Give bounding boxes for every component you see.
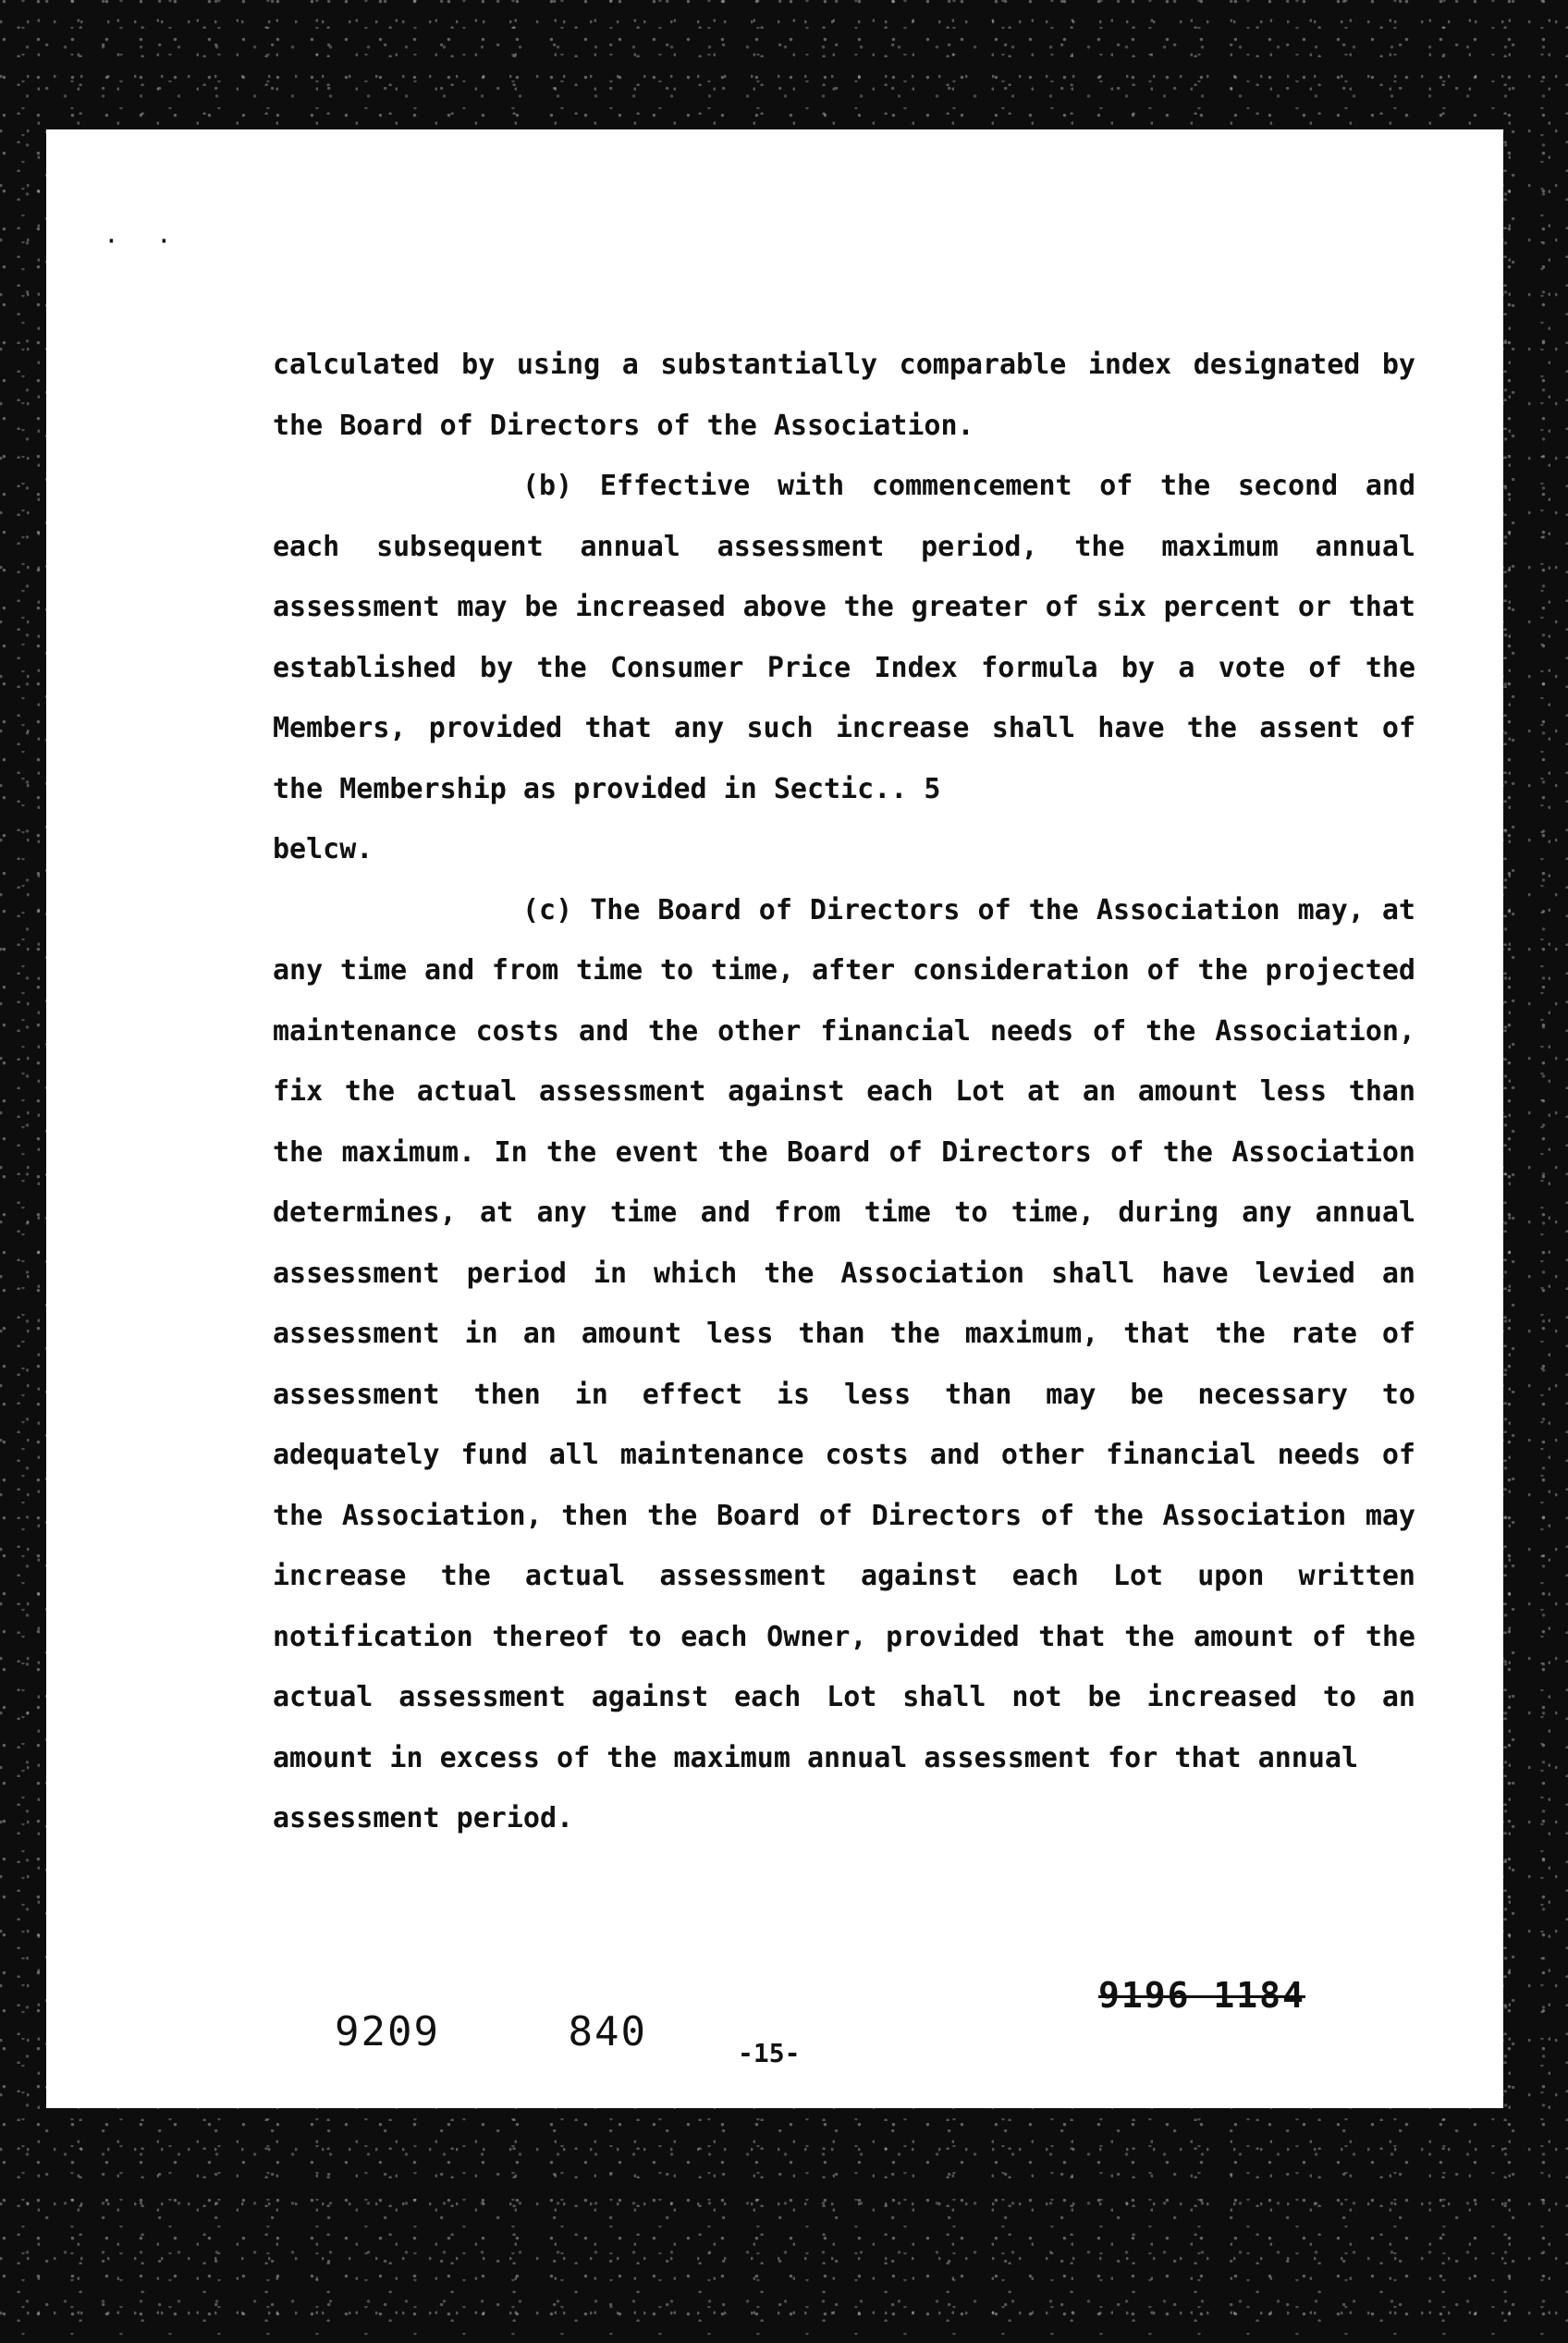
page-number: -15-	[738, 2038, 801, 2068]
page-reference: 840	[568, 2008, 647, 2055]
book-number: 9209	[335, 2008, 440, 2055]
scan-artifact-dots: ··	[104, 226, 209, 256]
struck-reference-number: 9196 1184	[1098, 1975, 1305, 2016]
paragraph-c-end: assessment period.	[273, 1802, 574, 1834]
paragraph-c: (c) The Board of Directors of the Association may, at any time and from time to time, after consideration of the projected maintenance costs and the other financial needs of the Association, fix the actual assessment against each Lot at an amount less than the maximum. In the event the Board of Directors of the Association determines, at any time and from time to time, during any annual assessment period in which the Association shall have levied an assessment in an amount less than the maximum, that the rate of assessment then in effect is less than may be necessary to adequately fund all maintenance costs and other financial needs of the Association, then the Board of Directors of the Association may increase the actual assessment against each Lot upon written notification thereof to each Owner, provided that the amount of the actual assessment against each Lot shall not be increased to an amount in excess of the maximum annual assessment for that annual	[273, 893, 1415, 1774]
paragraph-continuation: calculated by using a substantially comparable index designated by the Board of Directors of the Association.	[273, 349, 1415, 442]
paragraph-b: (b) Effective with commencement of the second and each subsequent annual assessment period, the maximum annual assessment may be increased above the greater of six percent or that established by the Consumer Price Index formula by a vote of the Members, provided that any such increase shall have the assent of the Membership as provided in Sectic.. 5	[273, 470, 1415, 805]
paragraph-b-end: belcw.	[273, 833, 374, 865]
document-body	[273, 335, 1415, 1849]
recording-numbers	[335, 2008, 647, 2055]
